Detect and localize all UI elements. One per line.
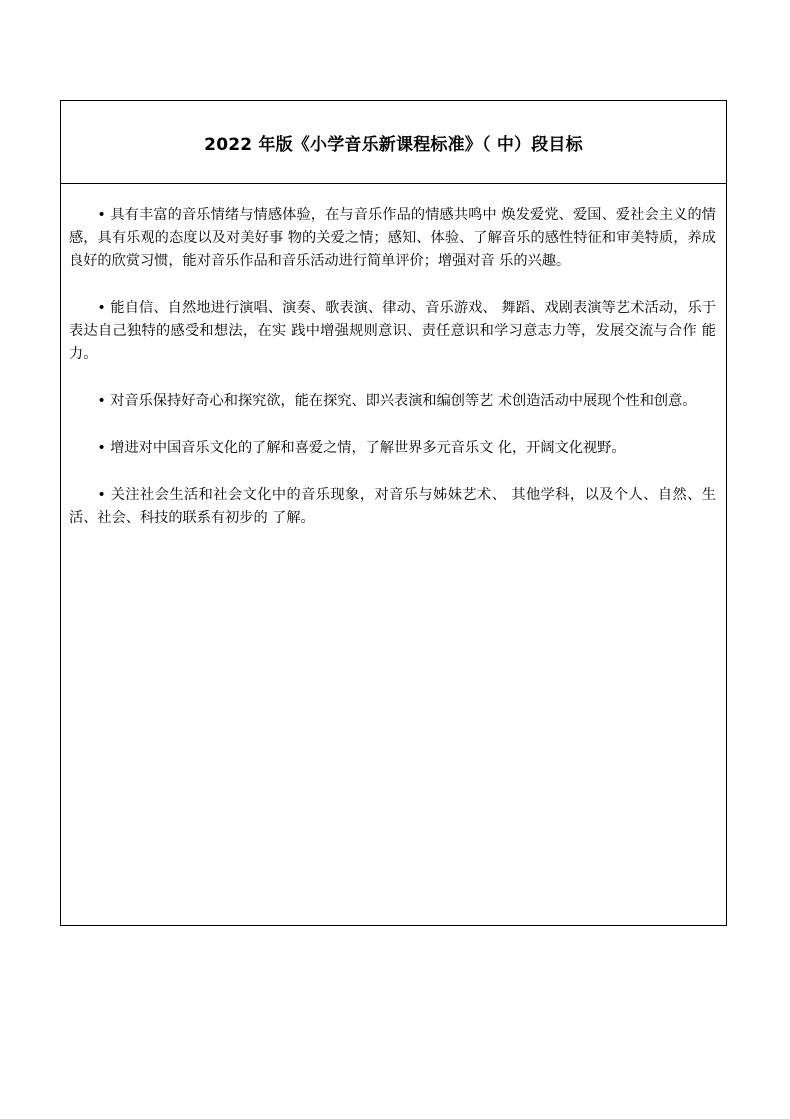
- goal-paragraph-4: • 增进对中国音乐文化的了解和喜爱之情，了解世界多元音乐文 化，开阔文化视野。: [97, 440, 626, 456]
- goal-paragraph-2: • 能自信、自然地进行演唱、演奏、歌表演、律动、音乐游戏、 舞蹈、戏剧表演等艺术活动，乐于表达自己独特的感受和想法，在实 践中增强规则意识、责任意识和学习意志力等，发展交流与合作 能力。: [69, 300, 716, 362]
- title-row: [61, 101, 726, 184]
- document-title: 2022 年版《小学音乐新课程标准》（ 中）段目标: [204, 134, 583, 155]
- goal-paragraph-5: • 关注社会生活和社会文化中的音乐现象，对音乐与姊妹艺术、 其他学科，以及个人、自然、生活、社会、科技的联系有初步的 了解。: [69, 487, 716, 526]
- goal-paragraph-3: • 对音乐保持好奇心和探究欲，能在探究、即兴表演和编创等艺 术创造活动中展现个性和创意。: [97, 393, 697, 409]
- goal-paragraph-1: • 具有丰富的音乐情绪与情感体验，在与音乐作品的情感共鸣中 焕发爱党、爱国、爱社会主义的情感，具有乐观的态度以及对美好事 物的关爱之情；感知、体验、了解音乐的感性特征和审美特质，养成良好的欣赏习惯，能对音乐作品和音乐活动进行简单评价；增强对音 乐的兴趣。: [69, 207, 716, 269]
- content-cell: [61, 184, 726, 530]
- document-table: [60, 100, 727, 926]
